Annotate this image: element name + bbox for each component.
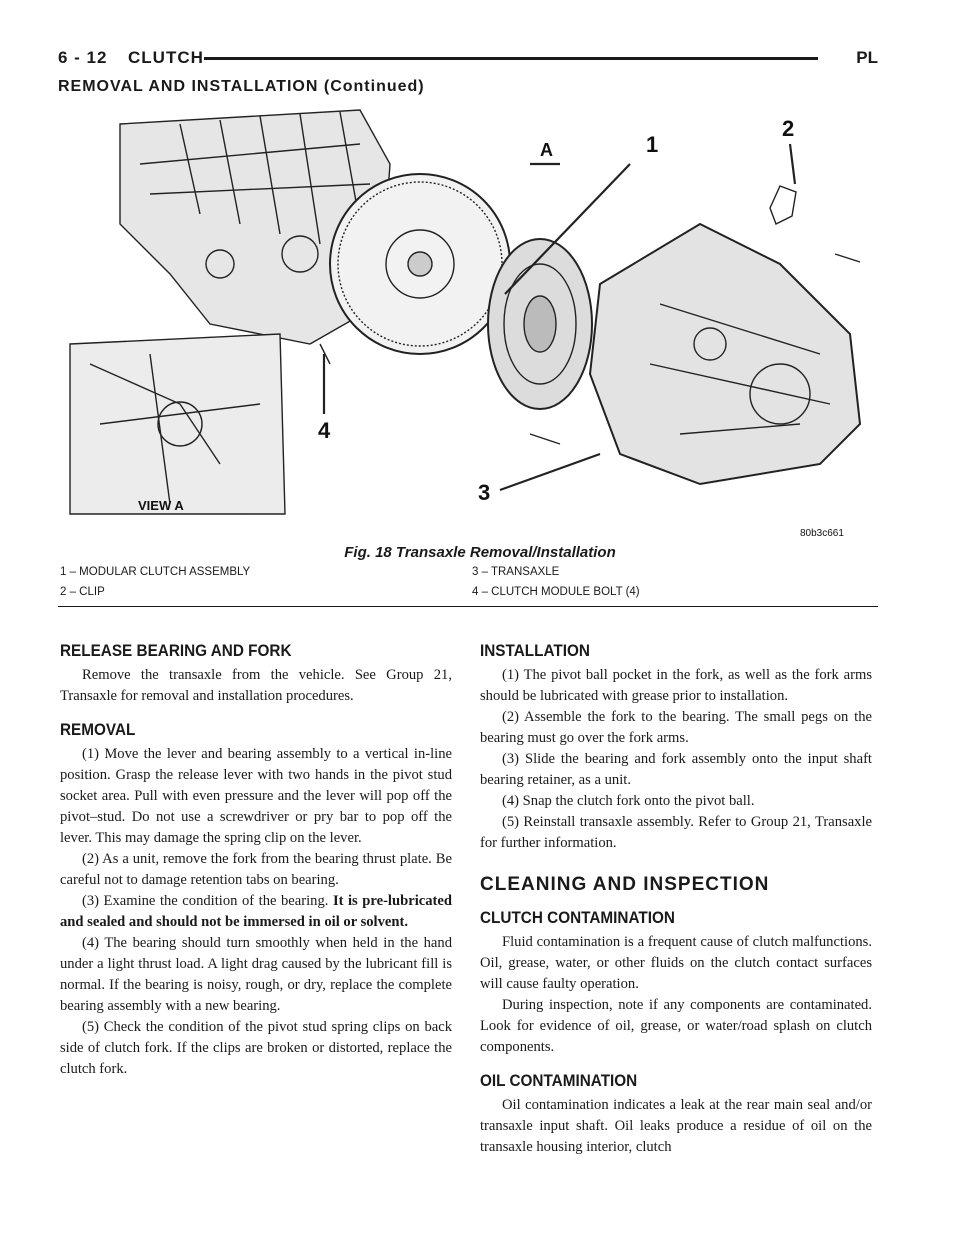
legend-item: 4 – CLUTCH MODULE BOLT (4): [472, 586, 640, 598]
paragraph: During inspection, note if any components are contaminated. Look for evidence of oil, grease, or water/road splash on clutch components.: [480, 997, 872, 1055]
heading-release-bearing: RELEASE BEARING AND FORK: [60, 641, 292, 660]
left-column: [60, 640, 452, 1080]
callout-3: 3: [478, 480, 491, 505]
header-rule: [204, 57, 818, 60]
paragraph: Oil contamination indicates a leak at the rear main seal and/or transaxle input shaft. Oil leaks produce a residue of oil on the transaxle housing interior, clutch: [480, 1097, 872, 1155]
model-code: PL: [856, 48, 878, 67]
heading-cleaning-inspection: CLEANING AND INSPECTION: [480, 874, 770, 895]
page-header: [58, 40, 878, 70]
image-code: 80b3c661: [800, 528, 844, 539]
callout-a: A: [540, 140, 553, 160]
paragraph: (1) Move the lever and bearing assembly to a vertical in-line position. Grasp the release lever with two hands in the pivot stud socket area. Pull with even pressure and the lever will pop off the pivot–stud. Do not use a screwdriver or pry bar to pop off the lever. This may damage the spring clip on the lever.: [60, 746, 452, 846]
legend-item: 2 – CLIP: [60, 586, 105, 598]
paragraph: (1) The pivot ball pocket in the fork, as well as the fork arms should be lubricated with grease prior to installation.: [480, 667, 872, 704]
paragraph: (2) As a unit, remove the fork from the bearing thrust plate. Be careful not to damage retention tabs on bearing.: [60, 851, 452, 888]
paragraph: (5) Reinstall transaxle assembly. Refer to Group 21, Transaxle for further information.: [480, 814, 872, 851]
paragraph: (3) Slide the bearing and fork assembly onto the input shaft bearing retainer, as a unit.: [480, 751, 872, 788]
figure-illustration: [60, 104, 880, 544]
callout-2: 2: [782, 116, 795, 141]
heading-installation: INSTALLATION: [480, 641, 590, 660]
warning-text: It is pre-lubricated and sealed and should not be immersed in oil or solvent.: [60, 893, 452, 930]
continued-heading: REMOVAL AND INSTALLATION (Continued): [58, 78, 425, 95]
heading-clutch-contamination: CLUTCH CONTAMINATION: [480, 908, 675, 927]
paragraph: (4) Snap the clutch fork onto the pivot ball.: [502, 793, 755, 809]
right-column: [480, 640, 872, 1158]
heading-removal: REMOVAL: [60, 720, 136, 739]
legend-item: 3 – TRANSAXLE: [472, 566, 560, 578]
paragraph: (4) The bearing should turn smoothly when held in the hand under a light thrust load. A light drag caused by the lubricant fill is normal. If the bearing is noisy, rough, or dry, replace the complete bearing assembly with a new bearing.: [60, 935, 452, 1014]
paragraph: [60, 891, 452, 933]
page-number: 6 - 12: [58, 48, 108, 67]
paragraph: Remove the transaxle from the vehicle. See Group 21, Transaxle for removal and installation procedures.: [60, 667, 452, 704]
figure-title: Fig. 18 Transaxle Removal/Installation: [344, 544, 616, 561]
transaxle-diagram: [60, 104, 880, 544]
section-name: CLUTCH: [128, 48, 204, 67]
legend-rule: [58, 606, 878, 607]
paragraph: Fluid contamination is a frequent cause of clutch malfunctions. Oil, grease, water, or other fluids on the clutch contact surfaces will cause faulty operation.: [480, 934, 872, 992]
callout-4: 4: [318, 418, 331, 443]
view-a-label: VIEW A: [138, 498, 184, 513]
legend-item: 1 – MODULAR CLUTCH ASSEMBLY: [60, 566, 251, 578]
callout-1: 1: [646, 132, 659, 157]
paragraph-text: (3) Examine the condition of the bearing.: [82, 893, 333, 909]
heading-oil-contamination: OIL CONTAMINATION: [480, 1071, 638, 1090]
paragraph: (2) Assemble the fork to the bearing. The small pegs on the bearing must go over the fork arms.: [480, 709, 872, 746]
paragraph: (5) Check the condition of the pivot stud spring clips on back side of clutch fork. If the clips are broken or distorted, replace the clutch fork.: [60, 1019, 452, 1077]
